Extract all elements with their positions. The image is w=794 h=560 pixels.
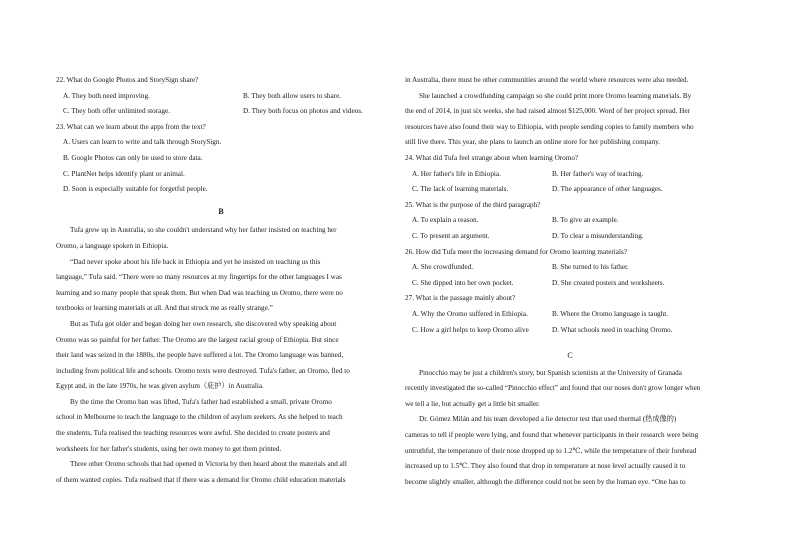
passage-b-line: learning and so many people that speak them. But when Dad was teaching us Oromo, there were no bbox=[56, 288, 343, 297]
option-27-b: B. Where the Oromo language is taught. bbox=[552, 309, 669, 318]
option-22-c: C. They both offer unlimited storage. bbox=[63, 107, 170, 116]
option-27-a: A. Why the Oromo suffered in Ethiopia. bbox=[412, 309, 528, 318]
option-24-a: A. Her father's life in Ethiopia. bbox=[412, 169, 501, 178]
passage-b-line: of them wanted copies. Tufa realised that if there was a demand for Oromo child education materials bbox=[56, 475, 346, 484]
option-25-d: D. To clear a misunderstanding. bbox=[552, 231, 644, 240]
question-25-options-row-1 bbox=[405, 213, 735, 229]
passage-c-line: Dr. Gómez Milán and his team developed a lie detector test that used thermal (热成像的) bbox=[419, 415, 677, 424]
passage-b-line: the end of 2014, in just six weeks, she had raised almost $125,000. Word of her project spread. Her bbox=[405, 107, 690, 116]
option-27-d: D. What schools need in teaching Oromo. bbox=[552, 325, 673, 334]
passage-b-line: including from political life and schools. Oromo texts were destroyed. Tufa's father, an Oromo, fled to bbox=[56, 366, 350, 375]
option-26-b: B. She turned to his father. bbox=[552, 263, 629, 272]
passage-b-line: But as Tufa got older and began doing her own research, she discovered why speaking about bbox=[70, 319, 337, 328]
option-23-c: C. PlantNet helps identify plant or animal. bbox=[63, 169, 185, 178]
question-25-options-row-2 bbox=[405, 229, 735, 245]
passage-c-line: become slightly smaller, although the difference could not be seen by the human eye. “One has to bbox=[405, 477, 686, 486]
option-27-c: C. How a girl helps to keep Oromo alive bbox=[412, 325, 529, 334]
question-23-stem: 23. What can we learn about the apps from the text? bbox=[56, 122, 206, 131]
option-23-d: D. Soon is especially suitable for forgetful people. bbox=[63, 185, 208, 194]
question-26-options-row-1 bbox=[405, 260, 735, 276]
passage-b-line: Oromo was so painful for her father. The Oromo are the largest racial group of Ethiopia. But since bbox=[56, 335, 339, 344]
passage-b-line: Oromo, a language spoken in Ethiopia. bbox=[56, 241, 169, 250]
option-24-c: C. The lack of learning materials. bbox=[412, 185, 509, 194]
option-25-b: B. To give an example. bbox=[552, 216, 619, 225]
passage-b-line: She launched a crowdfunding campaign so she could print more Oromo learning materials. By bbox=[419, 91, 692, 100]
question-22-options-row-2 bbox=[56, 104, 386, 120]
question-22-stem: 22. What do Google Photos and StorySign share? bbox=[56, 76, 199, 84]
option-25-c: C. To present an argument. bbox=[412, 231, 490, 240]
passage-b-line: Three other Oromo schools that had opened in Victoria by then heard about the materials and all bbox=[70, 460, 347, 469]
question-25-stem: 25. What is the purpose of the third paragraph? bbox=[405, 200, 541, 209]
option-22-b: B. They both allow users to share. bbox=[243, 91, 342, 100]
option-25-a: A. To explain a reason. bbox=[412, 216, 479, 225]
passage-b-line: “Dad never spoke about his life back in Ethiopia and yet he insisted on teaching us this bbox=[70, 257, 321, 266]
question-22-options-row-1 bbox=[56, 89, 386, 105]
option-23-b: B. Google Photos can only be used to store data. bbox=[63, 153, 203, 162]
option-23-a: A. Users can learn to write and talk through StorySign. bbox=[63, 138, 222, 147]
passage-b-line: Egypt and, in the late 1970s, he was given asylum（庇护）in Australia. bbox=[56, 382, 264, 391]
passage-b-line: their land was seized in the 1880s, the people have suffered a lot. The Oromo language was banned, bbox=[56, 351, 344, 360]
passage-b-line: in Australia, there must be other communities around the world where resources were also needed. bbox=[405, 76, 689, 84]
left-column bbox=[56, 73, 386, 488]
passage-c-line: increased up to 1.5℃. They also found that drop in temperature at nose level actually caused it to bbox=[405, 462, 686, 471]
option-24-b: B. Her father's way of teaching. bbox=[552, 169, 644, 178]
option-26-d: D. She created posters and worksheets. bbox=[552, 278, 665, 287]
section-b-heading: B bbox=[218, 206, 224, 216]
question-24-options-row-2 bbox=[405, 182, 735, 198]
passage-b-line: language,” Tufa said. “There were so many resources at my fingertips for the other languages I was bbox=[56, 273, 342, 282]
passage-c-line: cameras to tell if people were lying, and found that whenever participants in their research were being bbox=[405, 431, 699, 440]
passage-b-line: still live there. This year, she plans to launch an online store for her publishing company. bbox=[405, 138, 661, 147]
question-26-stem: 26. How did Tufa meet the increasing demand for Oromo learning materials? bbox=[405, 247, 627, 256]
question-27-options-row-1 bbox=[405, 307, 735, 323]
option-26-a: A. She crowdfunded. bbox=[412, 263, 474, 272]
option-24-d: D. The appearance of other languages. bbox=[552, 185, 663, 194]
section-c-heading: C bbox=[567, 351, 573, 361]
question-27-options-row-2 bbox=[405, 323, 735, 339]
question-24-options-row-1 bbox=[405, 167, 735, 183]
passage-c-line: we tell a lie, but actually get a little bit smaller. bbox=[405, 399, 540, 408]
passage-b-line: Tufa grew up in Australia, so she couldn't understand why her father insisted on teaching her bbox=[70, 226, 337, 235]
option-22-a: A. They both need improving. bbox=[63, 91, 150, 100]
passage-b-line: worksheets for her father's students, using her own money to get them printed. bbox=[56, 444, 282, 453]
question-26-options-row-2 bbox=[405, 276, 735, 292]
passage-b-line: textbooks or learning materials at all. And that struck me as really strange.” bbox=[56, 304, 273, 313]
passage-c-line: untruthful, the temperature of their nose dropped up to 1.2℃, while the temperature of their forehead bbox=[405, 446, 697, 455]
passage-c-line: Pinocchio may be just a children's story, but Spanish scientists at the University of Granada bbox=[419, 368, 682, 377]
passage-b-line: By the time the Oromo ban was lifted, Tufa's father had established a small, private Oromo bbox=[70, 397, 332, 406]
option-26-c: C. She dipped into her own pocket. bbox=[412, 278, 514, 287]
option-22-d: D. They both focus on photos and videos. bbox=[243, 107, 363, 116]
right-column bbox=[405, 73, 735, 490]
question-24-stem: 24. What did Tufa feel strange about when learning Oromo? bbox=[405, 153, 579, 162]
passage-b-line: school in Melbourne to teach the language to the children of asylum seekers. As she helped to teach bbox=[56, 413, 343, 422]
question-27-stem: 27. What is the passage mainly about? bbox=[405, 294, 516, 303]
passage-b-line: resources have also found their way to Ethiopia, with people sending copies to family members who bbox=[405, 122, 694, 131]
passage-c-line: recently investigated the so-called “Pinocchio effect” and found that our noses don't grow longer when bbox=[405, 384, 701, 393]
passage-b-line: the students, Tufa realised the teaching resources were awful. She decided to create posters and bbox=[56, 429, 330, 438]
